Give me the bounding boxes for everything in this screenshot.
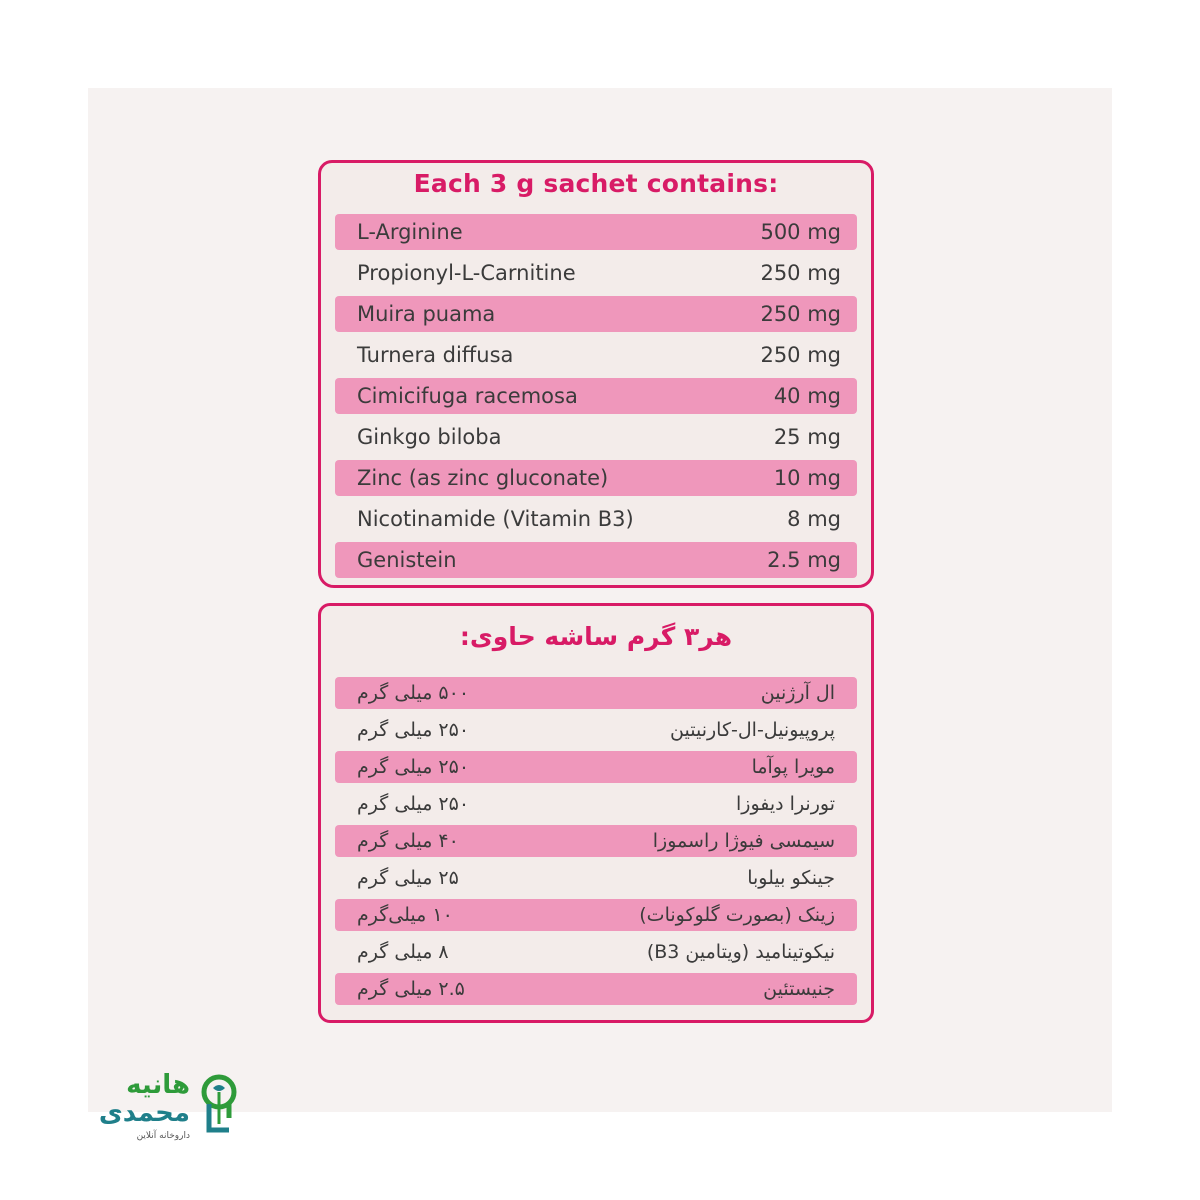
ingredient-name: Ginkgo biloba	[357, 425, 502, 449]
english-card-title: Each 3 g sachet contains:	[413, 169, 779, 198]
ingredient-amount: 250 mg	[760, 261, 841, 285]
ingredient-row	[335, 788, 857, 820]
ingredient-amount: 25 mg	[773, 425, 841, 449]
ingredient-name: زینک (بصورت گلوکونات)	[639, 904, 835, 926]
ingredient-amount: ۴۰ میلی گرم	[357, 830, 459, 852]
ingredient-amount: ۲۵۰ میلی گرم	[357, 756, 470, 778]
ingredient-row	[335, 501, 857, 537]
pharmacy-emblem-icon	[195, 1074, 243, 1138]
ingredient-row	[335, 378, 857, 414]
ingredient-amount: ۲۵ میلی گرم	[357, 867, 459, 889]
ingredient-name: نیکوتینامید (ویتامین B3)	[646, 941, 835, 963]
ingredient-amount: 10 mg	[773, 466, 841, 490]
ingredient-amount: 250 mg	[760, 343, 841, 367]
ingredient-row	[335, 460, 857, 496]
ingredient-name: Genistein	[357, 548, 457, 572]
ingredient-row	[335, 899, 857, 931]
ingredient-amount: 500 mg	[760, 220, 841, 244]
ingredient-row	[335, 337, 857, 373]
ingredient-name: جنیستئین	[763, 978, 835, 1000]
ingredient-name: پروپیونیل-ال-کارنیتین	[670, 719, 835, 741]
persian-ingredients-card	[318, 603, 874, 1023]
ingredient-amount: ۱۰ میلی‌گرم	[357, 904, 453, 926]
ingredient-name: Zinc (as zinc gluconate)	[357, 466, 609, 490]
ingredient-row	[335, 973, 857, 1005]
ingredient-row	[335, 419, 857, 455]
english-ingredients-card	[318, 160, 874, 588]
logo-name-last: محمدی	[98, 1098, 190, 1128]
ingredient-name: مویرا پوآما	[751, 756, 835, 778]
ingredient-row	[335, 255, 857, 291]
ingredient-amount: 250 mg	[760, 302, 841, 326]
ingredient-name: ال آرژنین	[760, 682, 835, 704]
ingredient-name: L-Arginine	[357, 220, 463, 244]
ingredient-amount: 8 mg	[787, 507, 841, 531]
ingredient-amount: 2.5 mg	[767, 548, 841, 572]
ingredient-row	[335, 862, 857, 894]
ingredient-name: Propionyl-L-Carnitine	[357, 261, 576, 285]
logo-tagline: داروخانه آنلاین	[136, 1131, 190, 1141]
ingredient-amount: ۲۵۰ میلی گرم	[357, 793, 470, 815]
ingredient-row	[335, 936, 857, 968]
ingredient-row	[335, 214, 857, 250]
ingredient-amount: 40 mg	[773, 384, 841, 408]
ingredient-row	[335, 751, 857, 783]
ingredient-row	[335, 542, 857, 578]
ingredient-row	[335, 825, 857, 857]
ingredient-name: Muira puama	[357, 302, 496, 326]
ingredient-name: تورنرا دیفوزا	[736, 793, 835, 815]
ingredient-amount: ۲۵۰ میلی گرم	[357, 719, 470, 741]
ingredient-row	[335, 714, 857, 746]
ingredient-row	[335, 677, 857, 709]
ingredient-name: Nicotinamide (Vitamin B3)	[357, 507, 634, 531]
ingredient-amount: ۲.۵ میلی گرم	[357, 978, 465, 1000]
ingredient-row	[335, 296, 857, 332]
ingredient-name: Turnera diffusa	[357, 343, 514, 367]
persian-card-title: هر۳ گرم ساشه حاوی:	[459, 622, 733, 651]
ingredient-amount: ۵۰۰ میلی گرم	[357, 682, 470, 704]
ingredient-amount: ۸ میلی گرم	[357, 941, 449, 963]
ingredient-name: جینکو بیلوبا	[747, 867, 835, 889]
logo-name-first: هانیه	[126, 1070, 190, 1100]
pharmacy-logo[interactable]	[55, 1070, 255, 1150]
ingredient-name: سیمسی فیوژا راسموزا	[652, 830, 835, 852]
ingredient-name: Cimicifuga racemosa	[357, 384, 578, 408]
